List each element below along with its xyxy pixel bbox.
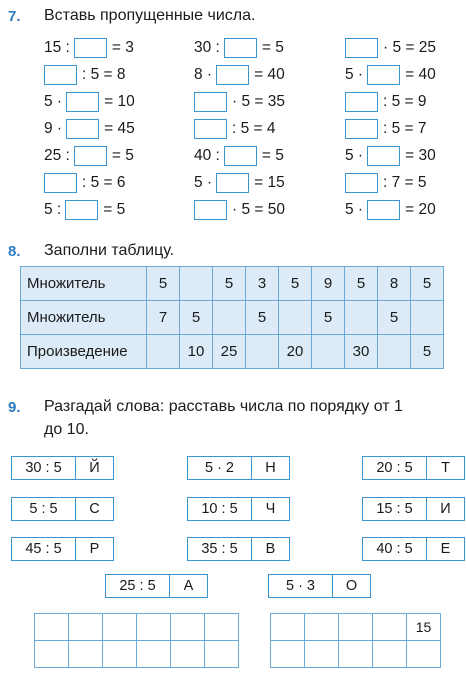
equation-left: 5 · (345, 201, 364, 218)
answer-box[interactable] (44, 65, 77, 85)
equation (44, 199, 125, 221)
grid-cell[interactable] (373, 614, 407, 641)
answer-box[interactable] (66, 119, 99, 139)
card-expression: 20 : 5 (363, 457, 427, 479)
answer-box[interactable] (74, 38, 107, 58)
card-letter: С (89, 501, 100, 517)
card-expression: 5 · 3 (269, 575, 333, 597)
equation-right: = 5 (261, 39, 284, 56)
equation (194, 37, 284, 59)
equation-left: 5 · (345, 147, 364, 164)
grid-cell[interactable] (339, 641, 373, 668)
grid-cell[interactable] (339, 614, 373, 641)
table-cell: 5 (246, 301, 279, 335)
card-expression: 40 : 5 (363, 538, 427, 560)
answer-box[interactable] (345, 38, 378, 58)
table-row (21, 335, 444, 369)
table-cell[interactable] (180, 267, 213, 301)
equation (345, 199, 436, 221)
equation-right: = 40 (254, 66, 285, 83)
table-cell: 5 (180, 301, 213, 335)
grid-cell[interactable] (103, 614, 137, 641)
answer-box[interactable] (194, 92, 227, 112)
word-card (362, 497, 465, 521)
table-cell: 5 (312, 301, 345, 335)
grid-cell[interactable] (373, 641, 407, 668)
table-cell: 5 (378, 301, 411, 335)
table-cell: 10 (180, 335, 213, 369)
equation-left: 5 · (194, 174, 213, 191)
equation-left: 5 · (44, 93, 63, 110)
answer-box[interactable] (194, 119, 227, 139)
equation-right: = 5 (103, 201, 126, 218)
answer-box[interactable] (44, 173, 77, 193)
table-cell: 30 (345, 335, 378, 369)
table-cell[interactable] (213, 301, 246, 335)
card-letter: В (265, 541, 276, 557)
equation (44, 91, 135, 113)
grid-cell[interactable] (35, 641, 69, 668)
grid-cell[interactable] (205, 641, 239, 668)
equation-right: = 5 (261, 147, 284, 164)
table-cell: 5 (411, 267, 444, 301)
equation-left: 15 : (44, 39, 70, 56)
card-expression: 45 : 5 (12, 538, 76, 560)
answer-box[interactable] (224, 38, 257, 58)
equation-right: = 45 (104, 120, 135, 137)
grid-cell[interactable] (137, 614, 171, 641)
table-cell: 5 (213, 267, 246, 301)
equation-right: · 5 = 35 (232, 93, 285, 110)
equation (44, 37, 134, 59)
equation-right: : 5 = 7 (383, 120, 427, 137)
table-cell: 3 (246, 267, 279, 301)
word-card (362, 456, 465, 480)
equation-left: 5 : (44, 201, 62, 218)
grid-cell[interactable] (171, 614, 205, 641)
grid-cell[interactable] (35, 614, 69, 641)
equation (194, 172, 285, 194)
word-card (11, 537, 114, 561)
answer-box[interactable] (216, 173, 249, 193)
card-letter: Й (89, 460, 100, 476)
grid-row (271, 614, 441, 641)
table-cell: 5 (147, 267, 180, 301)
table-cell[interactable] (378, 335, 411, 369)
equation-left: 30 : (194, 39, 220, 56)
card-letter: Н (265, 460, 276, 476)
answer-box[interactable] (216, 65, 249, 85)
grid-cell[interactable] (305, 614, 339, 641)
answer-box[interactable] (345, 119, 378, 139)
row-label: Множитель (21, 301, 147, 335)
equation-right: = 15 (254, 174, 285, 191)
card-letter: Е (440, 541, 451, 557)
equation-right: = 5 (111, 147, 134, 164)
answer-box[interactable] (345, 92, 378, 112)
equation-right: = 10 (104, 93, 135, 110)
task9-title-line1: Разгадай слова: расставь числа по порядку от 1 (44, 398, 403, 415)
equation-left: 8 · (194, 66, 213, 83)
answer-grid-right (270, 613, 441, 668)
equation (345, 37, 436, 59)
equation (194, 91, 285, 113)
answer-box[interactable] (367, 200, 400, 220)
word-card (187, 497, 290, 521)
answer-box[interactable] (66, 92, 99, 112)
word-card (11, 497, 114, 521)
grid-cell[interactable] (271, 641, 305, 668)
card-expression: 25 : 5 (106, 575, 170, 597)
grid-row (35, 641, 239, 668)
answer-grid-left (34, 613, 239, 668)
task8-number: 8. (8, 243, 21, 260)
grid-row (271, 641, 441, 668)
card-expression: 5 : 5 (12, 498, 76, 520)
answer-box[interactable] (345, 173, 378, 193)
equation (194, 118, 276, 140)
equation-right: · 5 = 50 (232, 201, 285, 218)
answer-box[interactable] (74, 146, 107, 166)
equation (345, 172, 427, 194)
table-row (21, 301, 444, 335)
word-card (105, 574, 208, 598)
table-cell: 8 (378, 267, 411, 301)
card-letter: А (183, 578, 194, 594)
task9-title-line2: до 10. (44, 421, 89, 438)
answer-box[interactable] (65, 200, 98, 220)
table-cell: 7 (147, 301, 180, 335)
equation-left: 25 : (44, 147, 70, 164)
word-card (11, 456, 114, 480)
equation (44, 118, 135, 140)
equation (44, 64, 126, 86)
grid-cell[interactable] (271, 614, 305, 641)
equation-right: : 7 = 5 (383, 174, 427, 191)
task7-number: 7. (8, 8, 21, 25)
grid-row (35, 614, 239, 641)
equation (345, 118, 427, 140)
table-cell: 5 (411, 335, 444, 369)
task8-title: Заполни таблицу. (44, 242, 175, 259)
table-cell: 5 (345, 267, 378, 301)
equation (194, 199, 285, 221)
card-letter: О (345, 578, 358, 594)
equation-left: 40 : (194, 147, 220, 164)
table-cell[interactable] (312, 335, 345, 369)
equation-right: = 40 (405, 66, 436, 83)
table-cell[interactable] (147, 335, 180, 369)
answer-box[interactable] (367, 65, 400, 85)
equation (44, 145, 134, 167)
card-expression: 35 : 5 (188, 538, 252, 560)
card-expression: 15 : 5 (363, 498, 427, 520)
card-expression: 30 : 5 (12, 457, 76, 479)
table-cell[interactable] (246, 335, 279, 369)
card-letter: Ч (265, 501, 276, 517)
grid-cell[interactable] (103, 641, 137, 668)
table-cell: 9 (312, 267, 345, 301)
equation-right: : 5 = 9 (383, 93, 427, 110)
task9-number: 9. (8, 399, 21, 416)
card-letter: Т (441, 460, 450, 476)
equation (194, 145, 284, 167)
row-label: Произведение (21, 335, 147, 369)
table-cell: 25 (213, 335, 246, 369)
table-cell: 5 (279, 267, 312, 301)
table-cell[interactable] (411, 301, 444, 335)
card-letter: И (440, 501, 451, 517)
multiplication-table (20, 266, 444, 369)
table-cell[interactable] (345, 301, 378, 335)
grid-cell[interactable] (69, 614, 103, 641)
answer-box[interactable] (367, 146, 400, 166)
word-card (362, 537, 465, 561)
task7-title: Вставь пропущенные числа. (44, 7, 256, 24)
word-card (187, 537, 290, 561)
equation (345, 64, 436, 86)
equation-left: 9 · (44, 120, 63, 137)
card-expression: 5 · 2 (188, 457, 252, 479)
grid-cell[interactable] (137, 641, 171, 668)
grid-cell[interactable] (205, 614, 239, 641)
table-row (21, 267, 444, 301)
equation-right: : 5 = 4 (232, 120, 276, 137)
equation (194, 64, 285, 86)
word-card (268, 574, 371, 598)
equation-right: = 30 (405, 147, 436, 164)
card-expression: 10 : 5 (188, 498, 252, 520)
table-cell: 20 (279, 335, 312, 369)
grid-cell[interactable] (69, 641, 103, 668)
answer-box[interactable] (194, 200, 227, 220)
equation (345, 145, 436, 167)
equation-left: 5 · (345, 66, 364, 83)
row-label: Множитель (21, 267, 147, 301)
equation-right: = 20 (405, 201, 436, 218)
table-cell[interactable] (279, 301, 312, 335)
equation (44, 172, 126, 194)
grid-cell[interactable] (171, 641, 205, 668)
equation-right: : 5 = 8 (82, 66, 126, 83)
answer-box[interactable] (224, 146, 257, 166)
grid-cell[interactable] (407, 641, 441, 668)
equation-right: · 5 = 25 (383, 39, 436, 56)
grid-cell[interactable] (305, 641, 339, 668)
grid-cell: 15 (407, 614, 441, 641)
equation-right: = 3 (111, 39, 134, 56)
equation (345, 91, 427, 113)
card-letter: Р (89, 541, 100, 557)
word-card (187, 456, 290, 480)
equation-right: : 5 = 6 (82, 174, 126, 191)
